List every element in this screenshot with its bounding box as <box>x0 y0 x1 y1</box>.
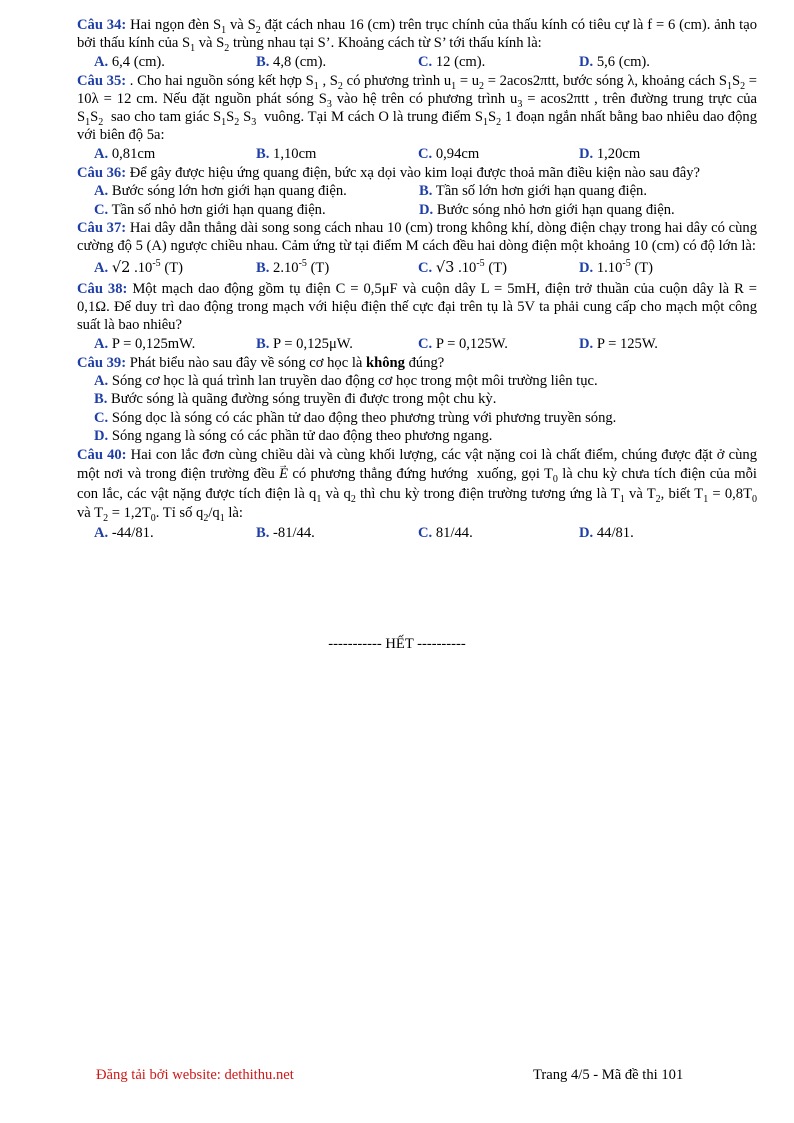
option-b[interactable] <box>256 335 418 354</box>
option-label: A. <box>94 372 109 389</box>
option-d[interactable] <box>579 524 739 543</box>
answer-options <box>77 335 757 354</box>
option-a[interactable] <box>77 335 256 354</box>
option-text: Tần số lớn hơn giới hạn quang điện. <box>432 183 647 200</box>
exam-page <box>77 16 757 543</box>
option-text: -44/81. <box>108 524 154 541</box>
option-label: D. <box>579 259 594 276</box>
option-text: 0,94cm <box>432 145 480 162</box>
question-label: Câu 40: <box>77 446 127 463</box>
question-text: . Cho hai nguồn sóng kết hợp $S_1$ , $S_2$ có phương trình $u_1 = u_2 = 2acos2\pi tt$, bước sóng λ, khoảng cách $S_1S_2 = 10\lambda = 12$ cm. Nếu đặt nguồn phát sóng $S_3$ vào hệ trên có phương trình $u_3 = acos2\pi tt$ , trên đường trung trực của $S_1S_2$ sao cho tam giác $S_1S_2$ $S_3$ vuông. Tại M cách O là trung điểm $S_1S_2$ 1 đoạn ngắn nhất bằng bao nhiêu dao động với biên độ 5a: <box>77 72 758 144</box>
option-text: P = 125W. <box>593 335 658 352</box>
option-text: Bước sóng nhỏ hơn giới hạn quang điện. <box>433 201 675 218</box>
option-label: A. <box>94 335 109 352</box>
option-label: D. <box>579 524 594 541</box>
option-text: 0,81cm <box>108 145 156 162</box>
option-text: 44/81. <box>593 524 634 541</box>
option-label: C. <box>94 409 109 426</box>
question-stem <box>77 219 757 256</box>
question-stem <box>77 446 757 524</box>
question-text: Hai ngọn đèn $S_1$ và $S_2$ đặt cách nhau 16 (cm) trên trục chính của thấu kính có tiêu cự là f = 6 (cm). ảnh tạo bởi thấu kính của $S_1$ và $S_2$ trùng nhau tại S’. Khoảng cách từ S’ tới thấu kính là: <box>77 17 757 55</box>
question-39 <box>77 354 757 446</box>
option-c[interactable] <box>418 53 579 72</box>
footer-website-link[interactable]: Đăng tải bởi website: dethithu.net <box>96 1067 294 1083</box>
option-text: √3 $.10^{-5}$ (T) <box>435 257 507 276</box>
question-text: Phát biểu nào sau đây về sóng cơ học là không đúng? <box>126 354 445 371</box>
option-label: A. <box>94 145 109 162</box>
question-35 <box>77 72 757 164</box>
question-36 <box>77 164 757 219</box>
option-text: Bước sóng lớn hơn giới hạn quang điện. <box>108 183 347 200</box>
option-a[interactable] <box>77 53 256 72</box>
option-d[interactable] <box>579 145 739 164</box>
question-stem <box>77 72 757 145</box>
question-stem <box>77 16 757 53</box>
option-text: 6,4 (cm). <box>108 53 165 70</box>
option-c[interactable] <box>418 524 579 543</box>
question-label: Câu 35: <box>77 72 127 89</box>
option-label: A. <box>94 524 109 541</box>
option-label: A. <box>94 53 109 70</box>
option-label: B. <box>256 524 270 541</box>
option-text: $1.10^{-5}$ (T) <box>593 257 654 276</box>
option-text: 1,10cm <box>269 145 317 162</box>
footer-page-info: Trang 4/5 - Mã đề thi 101 <box>533 1067 684 1083</box>
option-label: D. <box>579 145 594 162</box>
option-d[interactable] <box>579 53 739 72</box>
option-text: 5,6 (cm). <box>593 53 650 70</box>
question-label: Câu 34: <box>77 17 127 33</box>
option-c[interactable] <box>94 409 757 428</box>
option-d[interactable] <box>579 256 739 280</box>
answer-options <box>77 372 757 446</box>
question-stem <box>77 164 757 182</box>
option-label: C. <box>418 524 433 541</box>
option-b[interactable] <box>256 524 418 543</box>
option-b[interactable] <box>256 53 418 72</box>
option-text: 4,8 (cm). <box>269 53 327 70</box>
option-text: P = 0,125W. <box>432 335 508 352</box>
option-a[interactable] <box>77 182 419 201</box>
option-text: Bước sóng là quãng đường sóng truyền đi được trong một chu kỳ. <box>107 391 497 408</box>
option-text: √2 $.10^{-5}$ (T) <box>111 257 183 276</box>
answer-options-row-2 <box>77 201 757 220</box>
question-label: Câu 39: <box>77 354 127 371</box>
question-40 <box>77 446 757 543</box>
question-text: Hai con lắc đơn cùng chiều dài và cùng khối lượng, các vật nặng coi là chất điểm, chúng được đặt ở cùng một nơi và trong điện trường đều → E có phương thẳng đứng hướng xuống, gọi $T_0$ là chu kỳ chưa tích điện của mỗi con lắc, các vật nặng được tích điện là $q_1$ và $q_2$ thì chu kỳ trong điện trường tương ứng là $T_1$ và $T_2$, biết $T_1 = 0,8T_0$ và $T_2 = 1,2T_0$. Tỉ số $q_2/q_1$ là: <box>77 447 757 522</box>
option-b[interactable] <box>256 256 418 280</box>
option-b[interactable] <box>256 145 418 164</box>
option-label: B. <box>419 183 433 200</box>
option-b[interactable] <box>419 182 647 201</box>
option-label: C. <box>418 259 433 276</box>
option-label: A. <box>94 183 109 200</box>
option-c[interactable] <box>418 335 579 354</box>
option-text: 81/44. <box>432 524 473 541</box>
option-label: D. <box>579 335 594 352</box>
answer-options <box>77 524 757 543</box>
question-38 <box>77 280 757 354</box>
question-label: Câu 38: <box>77 280 128 297</box>
question-text: Hai dây dẫn thẳng dài song song cách nhau 10 (cm) trong không khí, dòng điện chạy trong hai dây có cùng cường độ 5 (A) ngược chiều nhau. Cảm ứng từ tại điểm M cách đều hai dòng điện một khoảng 10 (cm) có độ lớn là: <box>77 220 757 255</box>
option-b[interactable] <box>94 390 757 409</box>
option-d[interactable] <box>94 427 757 446</box>
option-text: Sóng dọc là sóng có các phần tử dao động theo phương trùng với phương truyền sóng. <box>108 409 617 426</box>
end-of-exam-mark: ----------- HẾT ---------- <box>328 636 466 652</box>
option-label: C. <box>418 145 433 162</box>
option-d[interactable] <box>579 335 739 354</box>
question-label: Câu 36: <box>77 164 127 181</box>
option-label: B. <box>256 335 270 352</box>
answer-options <box>77 145 757 164</box>
option-text: 1,20cm <box>593 145 641 162</box>
option-label: B. <box>256 53 270 70</box>
option-a[interactable] <box>77 524 256 543</box>
question-37 <box>77 219 757 280</box>
option-text: Sóng cơ học là quá trình lan truyền dao động cơ học trong một môi trường liên tục. <box>108 372 598 389</box>
option-label: D. <box>579 53 594 70</box>
option-a[interactable] <box>77 256 256 280</box>
option-c[interactable] <box>77 201 419 220</box>
option-d[interactable] <box>419 201 675 220</box>
option-label: A. <box>94 259 109 276</box>
answer-options <box>77 53 757 72</box>
question-stem <box>77 280 757 335</box>
option-text: P = 0,125mW. <box>108 335 196 352</box>
option-label: C. <box>418 53 433 70</box>
option-label: D. <box>419 201 434 218</box>
option-label: B. <box>256 259 270 276</box>
option-c[interactable] <box>418 256 579 280</box>
answer-options <box>77 256 757 280</box>
option-text: $2.10^{-5}$ (T) <box>269 257 330 276</box>
option-text: P = 0,125μW. <box>269 335 353 352</box>
option-text: -81/44. <box>269 524 315 541</box>
question-text: Để gây được hiệu ứng quang điện, bức xạ dọi vào kim loại được thoả mãn điều kiện nào sau đây? <box>126 164 700 181</box>
option-text: Tần số nhỏ hơn giới hạn quang điện. <box>108 201 326 218</box>
question-label: Câu 37: <box>77 220 127 237</box>
question-34 <box>77 16 757 72</box>
option-label: C. <box>94 201 109 218</box>
question-text: Một mạch dao động gồm tụ điện C = 0,5μF và cuộn dây L = 5mH, điện trở thuần của cuộn dây là R = 0,1Ω. Để duy trì dao động trong mạch với hiệu điện thế cực đại trên tụ là 5V ta phải cung cấp cho mạch một công suất là bao nhiêu? <box>77 280 757 334</box>
option-text: Sóng ngang là sóng có các phần tử dao động theo phương ngang. <box>108 428 493 445</box>
option-a[interactable] <box>94 372 757 391</box>
answer-options-row-1 <box>77 182 757 201</box>
option-a[interactable] <box>77 145 256 164</box>
option-text: 12 (cm). <box>432 53 486 70</box>
option-label: D. <box>94 428 109 445</box>
option-c[interactable] <box>418 145 579 164</box>
option-label: B. <box>256 145 270 162</box>
question-stem <box>77 354 757 372</box>
option-label: C. <box>418 335 433 352</box>
option-label: B. <box>94 391 108 408</box>
